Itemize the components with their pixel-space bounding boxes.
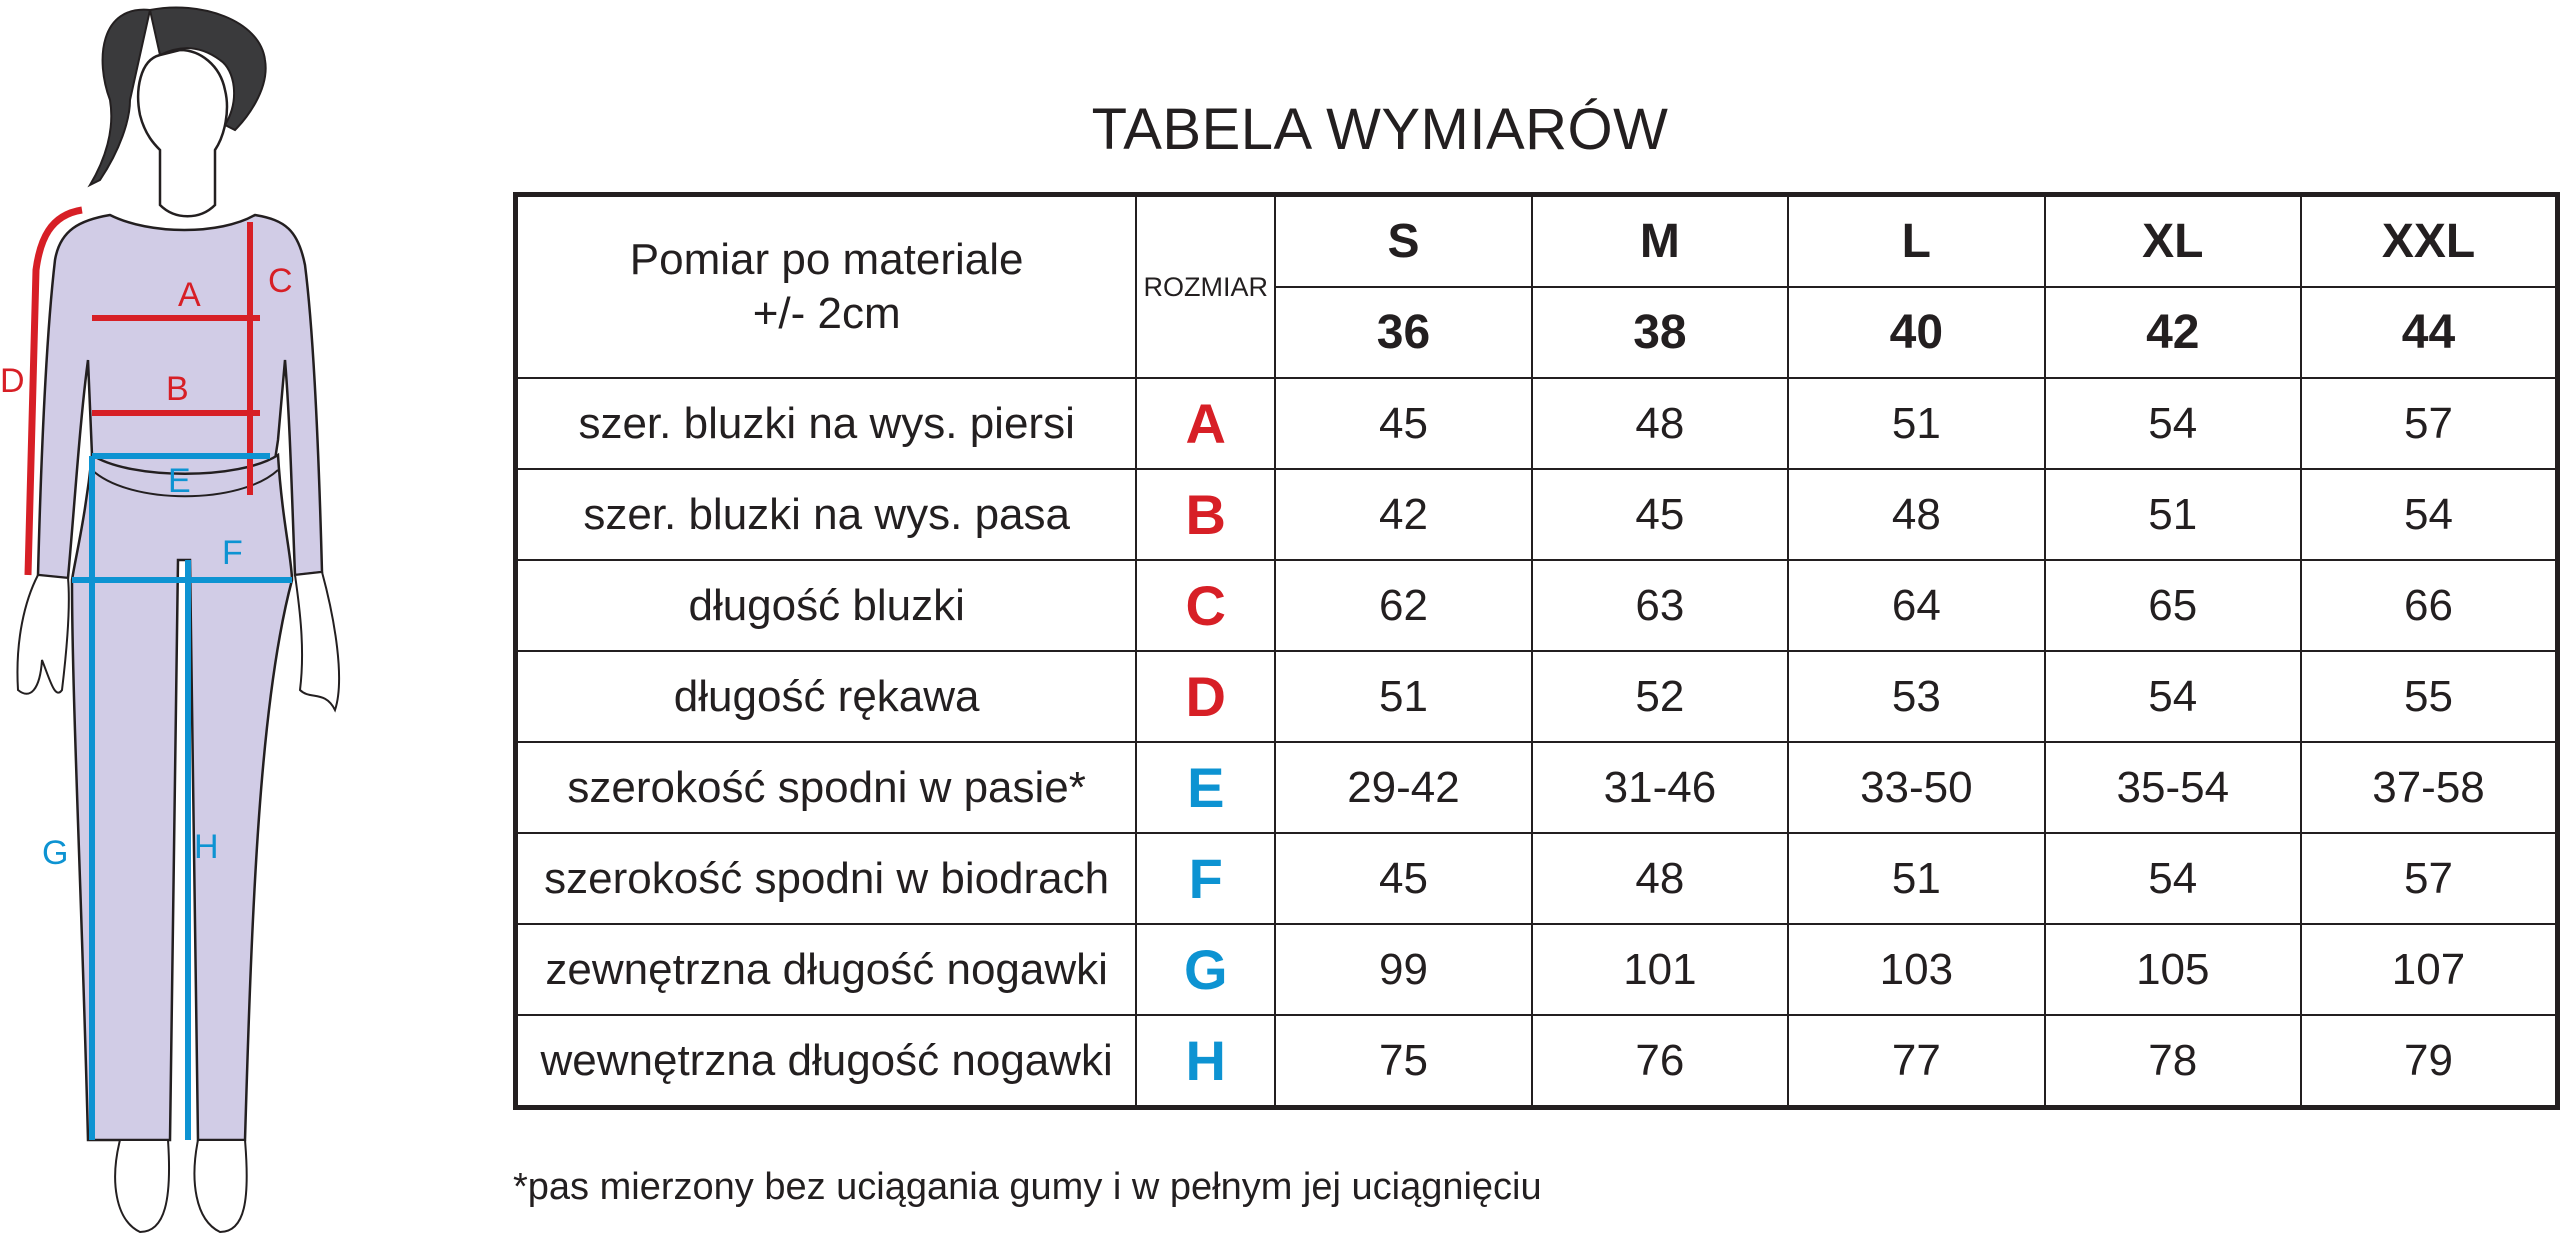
measurement-value: 42 [1275,469,1531,560]
measurement-value: 33-50 [1788,742,2044,833]
measurement-value: 76 [1532,1015,1788,1108]
measurement-label: szerokość spodni w biodrach [516,833,1137,924]
measurement-label: wewnętrzna długość nogawki [516,1015,1137,1108]
measurement-value: 64 [1788,560,2044,651]
measurement-value: 51 [1275,651,1531,742]
size-number: 42 [2045,287,2301,378]
measurement-code: B [1136,469,1275,560]
size-letter: S [1275,195,1531,288]
left-hand-shape [17,575,68,694]
size-number: 40 [1788,287,2044,378]
size-number: 38 [1532,287,1788,378]
measurement-value: 45 [1275,833,1531,924]
footnote: *pas mierzony bez uciągania gumy i w pełnym jej uciągnięciu [513,1166,1542,1208]
size-letter: XXL [2301,195,2558,288]
measurement-label: długość rękawa [516,651,1137,742]
measurement-value: 51 [2045,469,2301,560]
measurement-value: 48 [1532,378,1788,469]
measurement-value: 99 [1275,924,1531,1015]
measurement-value: 63 [1532,560,1788,651]
size-letter: L [1788,195,2044,288]
figure-label-a: A [178,276,201,314]
measurement-value: 79 [2301,1015,2558,1108]
face-shape [138,50,227,216]
measurement-value: 62 [1275,560,1531,651]
measurement-value: 57 [2301,833,2558,924]
measurement-value: 77 [1788,1015,2044,1108]
measurement-value: 29-42 [1275,742,1531,833]
figure-label-c: C [268,262,293,300]
measurement-code: G [1136,924,1275,1015]
measurement-label: szerokość spodni w pasie* [516,742,1137,833]
measurement-code: D [1136,651,1275,742]
table-row [516,651,2558,742]
measurement-value: 37-58 [2301,742,2558,833]
measurement-header [516,195,1137,379]
measurement-value: 45 [1532,469,1788,560]
measurement-value: 53 [1788,651,2044,742]
measurement-value: 54 [2301,469,2558,560]
measurement-label: długość bluzki [516,560,1137,651]
measurement-value: 54 [2045,651,2301,742]
measurement-code: C [1136,560,1275,651]
figure-label-d: D [0,362,25,400]
figure-label-h: H [194,828,219,866]
measurement-value: 66 [2301,560,2558,651]
measurement-value: 55 [2301,651,2558,742]
measurement-value: 35-54 [2045,742,2301,833]
table-row [516,469,2558,560]
measurement-value: 101 [1532,924,1788,1015]
measurement-code: E [1136,742,1275,833]
size-letter: M [1532,195,1788,288]
measurement-value: 51 [1788,833,2044,924]
size-number: 44 [2301,287,2558,378]
right-foot-shape [194,1140,246,1232]
right-hand-shape [295,572,339,710]
page-title: TABELA WYMIARÓW [1091,97,1669,162]
measurement-value: 103 [1788,924,2044,1015]
measurement-code: F [1136,833,1275,924]
table-row [516,924,2558,1015]
rozmiar-header: ROZMIAR [1136,195,1275,379]
pants-shape [72,455,292,1140]
measurement-label: szer. bluzki na wys. piersi [516,378,1137,469]
figure-label-g: G [42,834,69,872]
table-row [516,378,2558,469]
left-foot-shape [115,1140,169,1232]
measurement-value: 78 [2045,1015,2301,1108]
measurement-label: szer. bluzki na wys. pasa [516,469,1137,560]
measurement-figure [0,0,360,1234]
measurement-code: A [1136,378,1275,469]
table-row [516,833,2558,924]
figure-label-f: F [222,534,243,572]
measurement-header-label: Pomiar po materiale [629,235,1024,284]
size-number: 36 [1275,287,1531,378]
measurement-value: 75 [1275,1015,1531,1108]
size-letter: XL [2045,195,2301,288]
table-row [516,742,2558,833]
measurement-value: 51 [1788,378,2044,469]
size-table [513,192,2560,1110]
measurement-value: 52 [1532,651,1788,742]
measurement-value: 31-46 [1532,742,1788,833]
table-row [516,1015,2558,1108]
measurement-label: zewnętrzna długość nogawki [516,924,1137,1015]
measurement-header-tolerance: +/- 2cm [752,289,901,338]
measurement-value: 105 [2045,924,2301,1015]
measurement-code: H [1136,1015,1275,1108]
measurement-value: 54 [2045,833,2301,924]
measurement-value: 107 [2301,924,2558,1015]
figure-label-e: E [168,462,191,500]
measurement-value: 54 [2045,378,2301,469]
measurement-value: 65 [2045,560,2301,651]
measurement-value: 48 [1532,833,1788,924]
figure-label-b: B [166,370,189,408]
measurement-value: 45 [1275,378,1531,469]
measurement-value: 57 [2301,378,2558,469]
table-row [516,560,2558,651]
measurement-value: 48 [1788,469,2044,560]
